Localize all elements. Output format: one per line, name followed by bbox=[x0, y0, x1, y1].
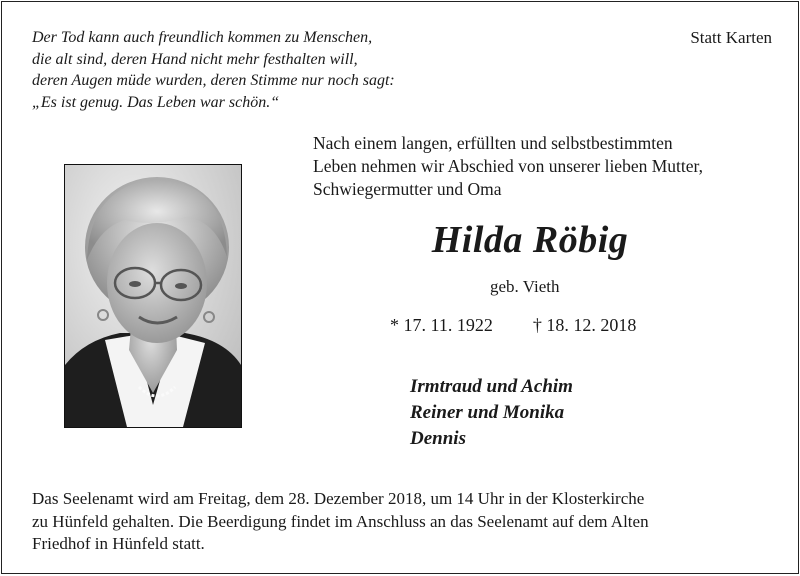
mourner: Dennis bbox=[410, 428, 466, 449]
poem-line: „Es ist genug. Das Leben war schön.“ bbox=[32, 93, 280, 111]
birth-name: geb. Vieth bbox=[490, 277, 560, 296]
obituary-card bbox=[1, 1, 799, 574]
poem-line: deren Augen müde wurden, deren Stimme nur noch sagt: bbox=[32, 72, 395, 89]
mourners-list bbox=[410, 374, 573, 452]
header-note: Statt Karten bbox=[690, 28, 772, 47]
notice-line: Friedhof in Hünfeld statt. bbox=[32, 534, 205, 553]
poem-line: die alt sind, deren Hand nicht mehr festhalten will, bbox=[32, 50, 358, 68]
intro-line: Schwiegermutter und Oma bbox=[313, 179, 502, 199]
service-notice bbox=[32, 488, 782, 556]
portrait-photo bbox=[64, 164, 242, 428]
poem bbox=[32, 27, 395, 113]
notice-line: Das Seelenamt wird am Freitag, dem 28. Dezember 2018, um 14 Uhr in der Klosterkirche bbox=[32, 489, 645, 508]
portrait-photo-image bbox=[65, 165, 241, 427]
intro-line: Nach einem langen, erfüllten und selbstbestimmten bbox=[313, 133, 673, 153]
mourner: Reiner und Monika bbox=[410, 402, 565, 423]
life-dates bbox=[390, 315, 636, 336]
deceased-name: Hilda Röbig bbox=[431, 219, 629, 261]
intro-line: Leben nehmen wir Abschied von unserer lieben Mutter, bbox=[313, 156, 704, 176]
birth-date: * 17. 11. 1922 bbox=[390, 315, 493, 335]
poem-line: Der Tod kann auch freundlich kommen zu Menschen, bbox=[32, 29, 373, 46]
deceased-name-block bbox=[2, 218, 798, 262]
notice-line: zu Hünfeld gehalten. Die Beerdigung findet im Anschluss an das Seelenamt auf dem Alten bbox=[32, 511, 649, 531]
death-date: † 18. 12. 2018 bbox=[532, 315, 637, 335]
mourner: Irmtraud und Achim bbox=[410, 376, 573, 397]
intro-text bbox=[313, 132, 703, 201]
